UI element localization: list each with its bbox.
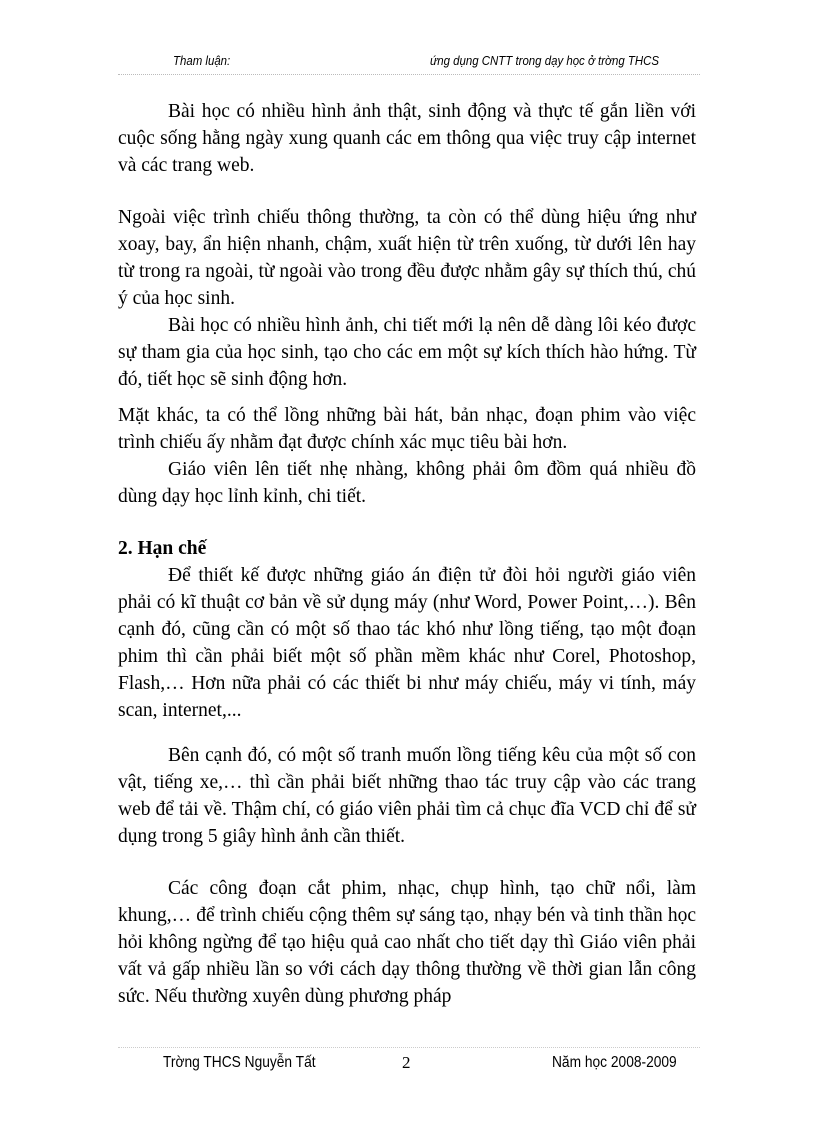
page-number: 2 (402, 1053, 411, 1072)
paragraph-5: Giáo viên lên tiết nhẹ nhàng, không phải ôm đồm quá nhiều đồ dùng dạy học lỉnh kỉnh, chi tiết. (118, 459, 696, 507)
footer-left-text: Trờng THCS Nguyễn Tất (163, 1054, 316, 1071)
paragraph-4: Mặt khác, ta có thể lồng những bài hát, bản nhạc, đoạn phim vào việc trình chiếu ấy nhằm đạt được chính xác mục tiêu bài hơn. (118, 405, 696, 453)
paragraph-1: Bài học có nhiều hình ảnh thật, sinh động và thực tế gắn liền với cuộc sống hằng ngày xung quanh các em thông qua việc truy cập internet và các trang web. (118, 101, 696, 176)
body-block-4 (118, 535, 696, 724)
body-block-5 (118, 742, 696, 850)
paragraph-7: Bên cạnh đó, có một số tranh muốn lồng tiếng kêu của một số con vật, tiếng xe,… thì cần phải biết những thao tác truy cập vào các trang web để tải về. Thậm chí, có giáo viên phải tìm cả chục đĩa VCD chỉ để sử dụng trong 5 giây hình ảnh cần thiết. (118, 745, 696, 847)
paragraph-2: Ngoài việc trình chiếu thông thường, ta còn có thể dùng hiệu ứng như xoay, bay, ẩn hiện nhanh, chậm, xuất hiện từ trên xuống, từ dưới lên hay từ trong ra ngoài, từ ngoài vào trong đều được nhằm gây sự thích thú, chú ý của học sinh. (118, 207, 696, 309)
body-block-2 (118, 204, 696, 393)
header-left-text: Tham luận: (173, 53, 231, 68)
paragraph-6: Để thiết kế được những giáo án điện tử đòi hỏi người giáo viên phải có kĩ thuật cơ bản về sử dụng máy (như Word, Power Point,…). Bên cạnh đó, cũng cần có một số thao tác khó như lồng tiếng, tạo một đoạn phim thì cần phải biết một số phần mềm khác như Corel, Photoshop, Flash,… Hơn nữa phải có các thiết bi như máy chiếu, máy vi tính, máy scan, internet,... (118, 565, 696, 721)
section-heading: 2. Hạn chế (118, 538, 207, 559)
paragraph-3: Bài học có nhiều hình ảnh, chi tiết mới lạ nên dễ dàng lôi kéo được sự tham gia của học sinh, tạo cho các em một sự kích thích hào hứng. Từ đó, tiết học sẽ sinh động hơn. (118, 315, 696, 390)
body-block-6 (118, 875, 696, 1010)
header-right-text: ứng dụng CNTT trong dạy học ở trờng THCS (430, 53, 660, 68)
paragraph-8: Các công đoạn cắt phim, nhạc, chụp hình, tạo chữ nổi, làm khung,… để trình chiếu cộng thêm sự sáng tạo, nhạy bén và tinh thần học hỏi không ngừng để tạo hiệu quả cao nhất cho tiết dạy thì Giáo viên phải vất vả gấp nhiều lần so với cách dạy thông thường về thời gian lẫn công sức. Nếu thường xuyên dùng phương pháp (118, 878, 696, 1007)
body-block-1 (118, 98, 696, 179)
body-block-3 (118, 402, 696, 510)
footer-divider (118, 1047, 700, 1048)
footer-right-text: Năm học 2008-2009 (552, 1054, 677, 1071)
header-divider (118, 74, 700, 75)
